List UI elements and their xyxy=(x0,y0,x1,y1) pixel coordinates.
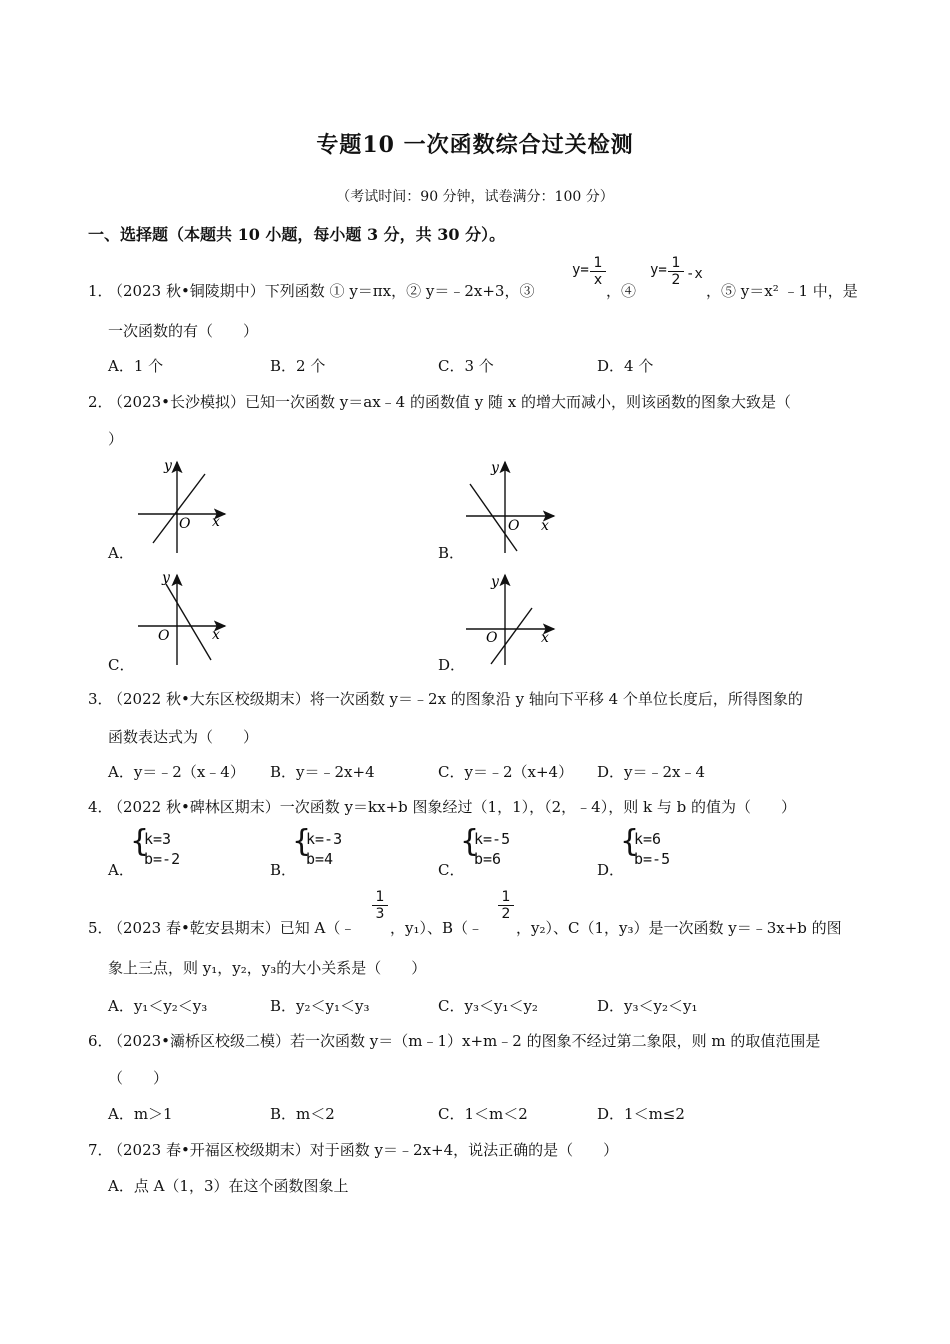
question-5-text-2: ，y₁）、B（﹣ xyxy=(390,919,484,937)
system-d xyxy=(634,829,670,869)
system-eq-b: b=-5 xyxy=(634,850,671,868)
x-axis-label: x xyxy=(541,630,549,646)
graph-d-label[interactable]: D． xyxy=(438,656,466,674)
option-b[interactable]: B．y＝﹣2x+4 xyxy=(270,763,375,781)
option-d[interactable]: D．1＜m≤2 xyxy=(597,1105,685,1123)
system-c xyxy=(474,829,510,869)
graph-c xyxy=(138,570,225,665)
graph-b-label[interactable]: B． xyxy=(438,544,465,562)
origin-label: O xyxy=(508,518,520,534)
fraction-neg-half xyxy=(498,889,514,922)
question-7-line1: （2023 春•开福区校级期末）对于函数 y＝﹣2x+4，说法正确的是（ ） xyxy=(108,1141,619,1159)
origin-label: O xyxy=(486,630,498,646)
graph-a xyxy=(138,458,225,553)
system-b xyxy=(306,829,342,869)
option-a[interactable]: A．点 A（1，3）在这个函数图象上 xyxy=(108,1177,349,1195)
x-axis-label: x xyxy=(541,518,549,534)
system-eq-b: b=-2 xyxy=(144,850,181,868)
graph-d xyxy=(466,574,554,665)
y-axis-label: y xyxy=(491,574,499,590)
option-a[interactable]: A． xyxy=(108,861,134,879)
option-d[interactable]: D．y₃＜y₂＜y₁ xyxy=(597,997,698,1015)
brace-icon: { xyxy=(460,824,480,859)
option-b[interactable]: B．m＜2 xyxy=(270,1105,335,1123)
question-4-line1: （2022 秋•碑林区期末）一次函数 y＝kx+b 图象经过（1，1），（2，﹣4），则 k 与 b 的值为（ ） xyxy=(108,798,796,816)
formula-3-prefix: y= xyxy=(572,262,589,278)
question-number: 1． xyxy=(88,282,113,300)
question-6-line2: （ ） xyxy=(108,1069,169,1087)
option-a[interactable]: A．1 个 xyxy=(108,357,164,375)
question-number: 5． xyxy=(88,919,113,937)
section-heading: 一、选择题（本题共 10 小题，每小题 3 分，共 30 分）。 xyxy=(88,225,506,244)
y-axis-label: y xyxy=(164,458,172,474)
line-graph-c xyxy=(166,584,211,660)
system-eq-k: k=-3 xyxy=(306,830,343,848)
option-c[interactable]: C． xyxy=(438,861,465,879)
question-2-line2: ） xyxy=(108,430,124,448)
question-5-text-1: （2023 春•乾安县期末）已知 A（﹣ xyxy=(108,919,356,937)
option-c[interactable]: C．1＜m＜2 xyxy=(438,1105,528,1123)
fraction-numerator: 1 xyxy=(501,889,511,905)
formula-4-prefix: y= xyxy=(650,262,667,278)
question-1-text-b: ，⑤ y＝x² ﹣1 中，是 xyxy=(706,282,858,300)
graph-c-label[interactable]: C． xyxy=(108,656,135,674)
option-c[interactable]: C．y＝﹣2（x+4） xyxy=(438,763,574,781)
system-eq-b: b=6 xyxy=(474,850,502,868)
option-b[interactable]: B． xyxy=(270,861,297,879)
fraction-neg-third xyxy=(372,889,388,922)
separator-4: ，④ xyxy=(606,282,637,300)
fraction-denominator: x xyxy=(590,271,606,288)
system-a xyxy=(144,829,180,869)
option-d[interactable]: D． xyxy=(597,861,625,879)
origin-label: O xyxy=(158,628,170,644)
fraction-denominator: 2 xyxy=(668,271,684,288)
x-axis-label: x xyxy=(212,514,220,530)
question-number: 3． xyxy=(88,690,113,708)
system-eq-k: k=-5 xyxy=(474,830,511,848)
question-number: 7． xyxy=(88,1141,113,1159)
option-b[interactable]: B．2 个 xyxy=(270,357,326,375)
question-number: 2． xyxy=(88,393,113,411)
system-eq-b: b=4 xyxy=(306,850,334,868)
brace-icon: { xyxy=(620,824,640,859)
question-1-text-a: （2023 秋•铜陵期中）下列函数 ① y＝πx，② y＝﹣2x+3，③ xyxy=(108,282,535,300)
brace-icon: { xyxy=(292,824,312,859)
question-3-line2: 函数表达式为（ ） xyxy=(108,728,259,746)
option-a[interactable]: A．m＞1 xyxy=(108,1105,173,1123)
question-3-line1: （2022 秋•大东区校级期末）将一次函数 y＝﹣2x 的图象沿 y 轴向下平移 4 个单位长度后，所得图象的 xyxy=(108,690,803,708)
option-c[interactable]: C．3 个 xyxy=(438,357,494,375)
question-number: 4． xyxy=(88,798,113,816)
page-title: 专题10 一次函数综合过关检测 xyxy=(316,132,634,158)
fraction-numerator: 1 xyxy=(375,889,385,905)
system-eq-k: k=6 xyxy=(634,830,662,848)
fraction-numerator: 1 xyxy=(593,255,603,271)
formula-4-suffix: -x xyxy=(686,266,703,282)
question-5-line2: 象上三点，则 y₁，y₂，y₃的大小关系是（ ） xyxy=(108,959,427,977)
brace-icon: { xyxy=(130,824,150,859)
option-c[interactable]: C．y₃＜y₁＜y₂ xyxy=(438,997,538,1015)
x-axis-label: x xyxy=(212,627,220,643)
exam-info: （考试时间：90 分钟，试卷满分：100 分） xyxy=(336,189,614,205)
option-b[interactable]: B．y₂＜y₁＜y₃ xyxy=(270,997,370,1015)
system-eq-k: k=3 xyxy=(144,830,172,848)
option-a[interactable]: A．y＝﹣2（x﹣4） xyxy=(108,763,245,781)
origin-label: O xyxy=(179,516,191,532)
fraction-denominator: 3 xyxy=(372,905,388,922)
option-a[interactable]: A．y₁＜y₂＜y₃ xyxy=(108,997,208,1015)
question-5-text-3: ，y₂）、C（1，y₃）是一次函数 y＝﹣3x+b 的图 xyxy=(516,919,842,937)
option-d[interactable]: D．4 个 xyxy=(597,357,654,375)
line-graph-a xyxy=(153,474,205,543)
graph-a-label[interactable]: A． xyxy=(108,544,134,562)
question-1-line2: 一次函数的有（ ） xyxy=(108,322,259,340)
question-number: 6． xyxy=(88,1032,113,1050)
fraction-numerator: 1 xyxy=(671,255,681,271)
fraction-denominator: 2 xyxy=(498,905,514,922)
option-d[interactable]: D．y＝﹣2x﹣4 xyxy=(597,763,706,781)
y-axis-label: y xyxy=(491,460,499,476)
y-axis-label: y xyxy=(162,570,170,586)
question-6-line1: （2023•灞桥区校级二模）若一次函数 y＝（m﹣1）x+m﹣2 的图象不经过第二象限，则 m 的取值范围是 xyxy=(108,1032,821,1050)
question-2-line1: （2023•长沙模拟）已知一次函数 y＝ax﹣4 的函数值 y 随 x 的增大而减小，则该函数的图象大致是（ xyxy=(108,393,791,411)
graph-b xyxy=(466,460,554,553)
